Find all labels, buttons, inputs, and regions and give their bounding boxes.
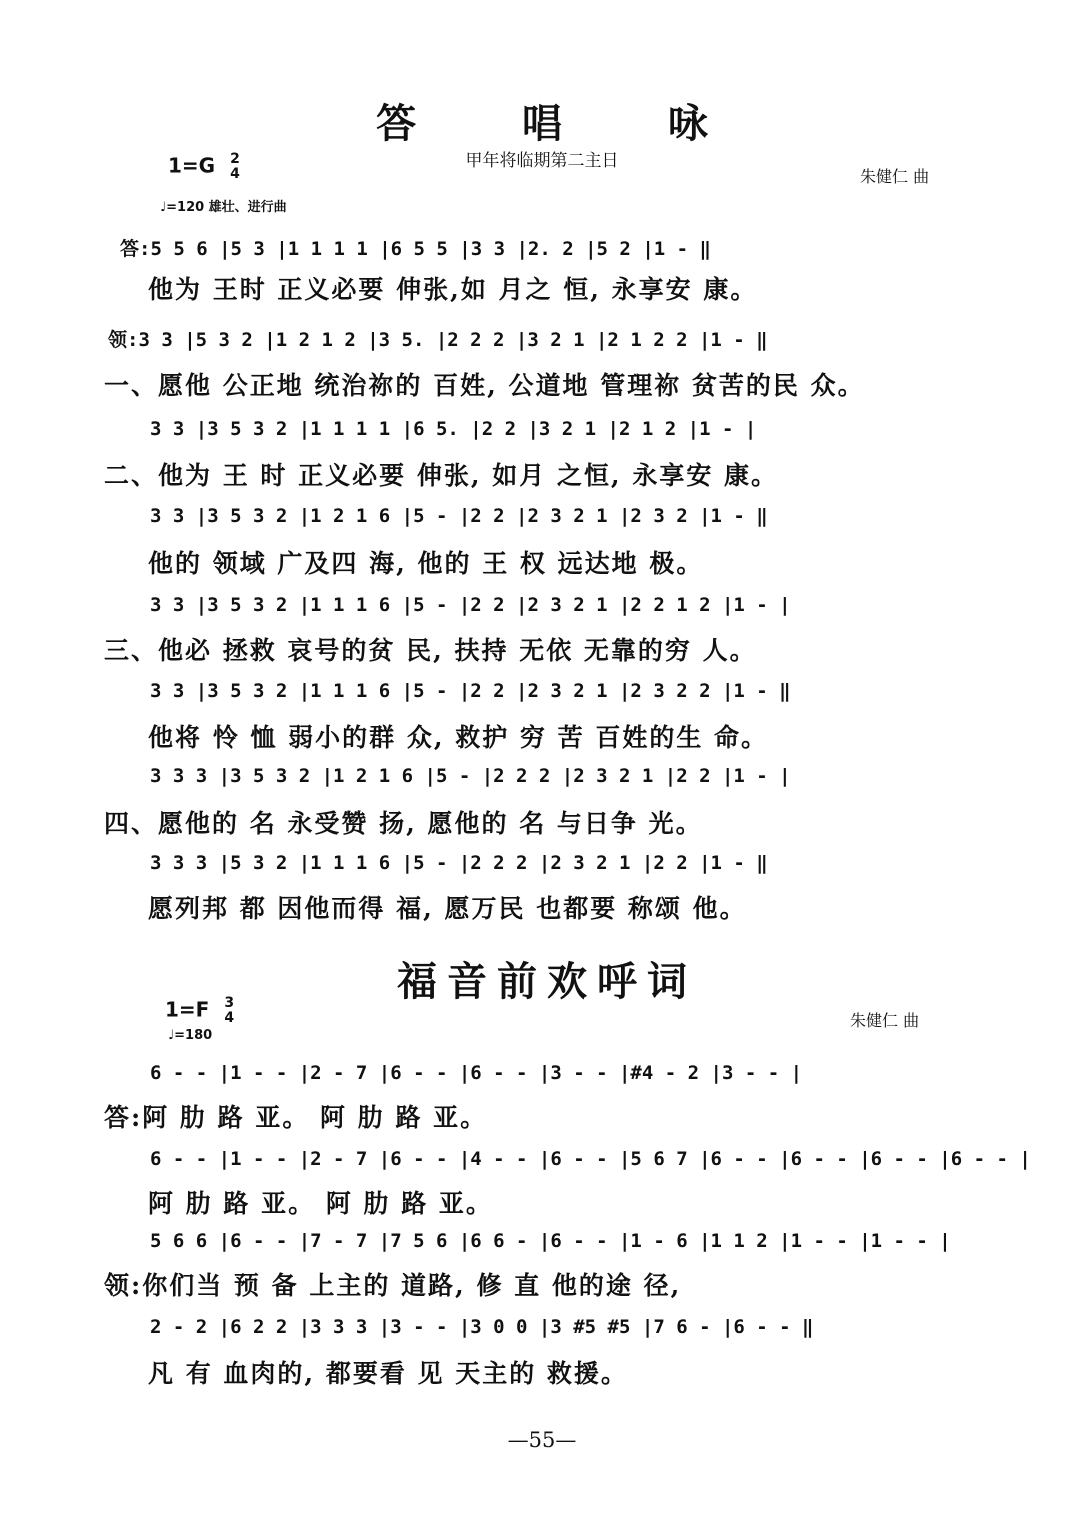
time-signature-2 xyxy=(224,996,234,1026)
key-text: 1=F xyxy=(165,997,210,1022)
song-subtitle-1: 甲年将临期第二主日 xyxy=(465,151,619,171)
score-line-notes: 3 3 |3 5 3 2 |1 1 1 6 |5 - |2 2 |2 3 2 1 |2 2 1 2 |1 - | xyxy=(150,594,791,616)
key-signature-1 xyxy=(168,152,240,182)
score-line-lyrics: 答:阿 肋 路 亚。 阿 肋 路 亚。 xyxy=(104,1103,488,1132)
score-line-notes: 3 3 3 |5 3 2 |1 1 1 6 |5 - |2 2 2 |2 3 2 1 |2 2 |1 - ‖ xyxy=(150,852,768,874)
score-line-notes: 答:5 5 6 |5 3 |1 1 1 1 |6 5 5 |3 3 |2. 2 |5 2 |1 - ‖ xyxy=(120,238,711,260)
score-line-lyrics: 领:你们当 预 备 上主的 道路, 修 直 他的途 径, xyxy=(104,1271,682,1300)
score-line-lyrics: 他将 怜 恤 弱小的群 众, 救护 穷 苦 百姓的生 命。 xyxy=(148,723,769,752)
key-signature-2 xyxy=(165,996,234,1026)
score-line-lyrics: 阿 肋 路 亚。 阿 肋 路 亚。 xyxy=(148,1189,493,1218)
composer-1: 朱健仁 曲 xyxy=(860,167,930,186)
composer-2: 朱健仁 曲 xyxy=(850,1011,920,1030)
score-line-lyrics: 他的 领域 广及四 海, 他的 王 权 远达地 极。 xyxy=(148,549,704,578)
tempo-marking-2: ♩=180 xyxy=(168,1028,213,1043)
score-line-lyrics: 四、愿他的 名 永受赞 扬, 愿他的 名 与日争 光。 xyxy=(104,809,703,838)
time-bottom: 4 xyxy=(224,1010,235,1026)
time-bottom: 4 xyxy=(230,166,240,182)
score-line-lyrics: 二、他为 王 时 正义必要 伸张, 如月 之恒, 永享安 康。 xyxy=(104,461,779,490)
score-line-notes: 3 3 |3 5 3 2 |1 1 1 6 |5 - |2 2 |2 3 2 1 |2 3 2 2 |1 - ‖ xyxy=(150,680,791,702)
score-line-notes: 领:3 3 |5 3 2 |1 2 1 2 |3 5. |2 2 2 |3 2 1 |2 1 2 2 |1 - ‖ xyxy=(108,329,768,351)
score-line-notes: 6 - - |1 - - |2 - 7 |6 - - |6 - - |3 - - |#4 - 2 |3 - - | xyxy=(150,1062,803,1084)
time-top: 2 xyxy=(230,151,240,167)
song-title-2: 福音前欢呼词 xyxy=(397,958,697,1005)
score-line-notes: 5 6 6 |6 - - |7 - 7 |7 5 6 |6 6 - |6 - - |1 - 6 |1 1 2 |1 - - |1 - - | xyxy=(150,1230,951,1252)
score-line-notes: 3 3 |3 5 3 2 |1 2 1 6 |5 - |2 2 |2 3 2 1 |2 3 2 |1 - ‖ xyxy=(150,505,768,527)
score-line-notes: 2 - 2 |6 2 2 |3 3 3 |3 - - |3 0 0 |3 #5 #5 |7 6 - |6 - - ‖ xyxy=(150,1316,814,1338)
score-line-lyrics: 凡 有 血肉的, 都要看 见 天主的 救援。 xyxy=(148,1359,628,1388)
score-line-lyrics: 他为 王时 正义必要 伸张,如 月之 恒, 永享安 康。 xyxy=(148,275,758,304)
time-top: 3 xyxy=(224,995,235,1011)
score-line-lyrics: 一、愿他 公正地 统治祢的 百姓, 公道地 管理祢 贫苦的民 众。 xyxy=(104,371,865,400)
score-line-notes: 3 3 |3 5 3 2 |1 1 1 1 |6 5. |2 2 |3 2 1 |2 1 2 |1 - | xyxy=(150,418,757,440)
song-title-1: 答 唱 咏 xyxy=(376,100,754,147)
score-line-notes: 3 3 3 |3 5 3 2 |1 2 1 6 |5 - |2 2 2 |2 3 2 1 |2 2 |1 - | xyxy=(150,765,791,787)
tempo-marking-1: ♩=120 雄壮、进行曲 xyxy=(160,200,287,215)
score-line-lyrics: 三、他必 拯救 哀号的贫 民, 扶持 无依 无靠的穷 人。 xyxy=(104,636,757,665)
key-text: 1=G xyxy=(168,153,216,178)
page-number: —55— xyxy=(507,1428,577,1452)
score-line-notes: 6 - - |1 - - |2 - 7 |6 - - |4 - - |6 - - |5 6 7 |6 - - |6 - - |6 - - |6 - - | xyxy=(150,1148,1031,1170)
time-signature-1 xyxy=(230,152,240,182)
score-line-lyrics: 愿列邦 都 因他而得 福, 愿万民 也都要 称颂 他。 xyxy=(148,894,747,923)
